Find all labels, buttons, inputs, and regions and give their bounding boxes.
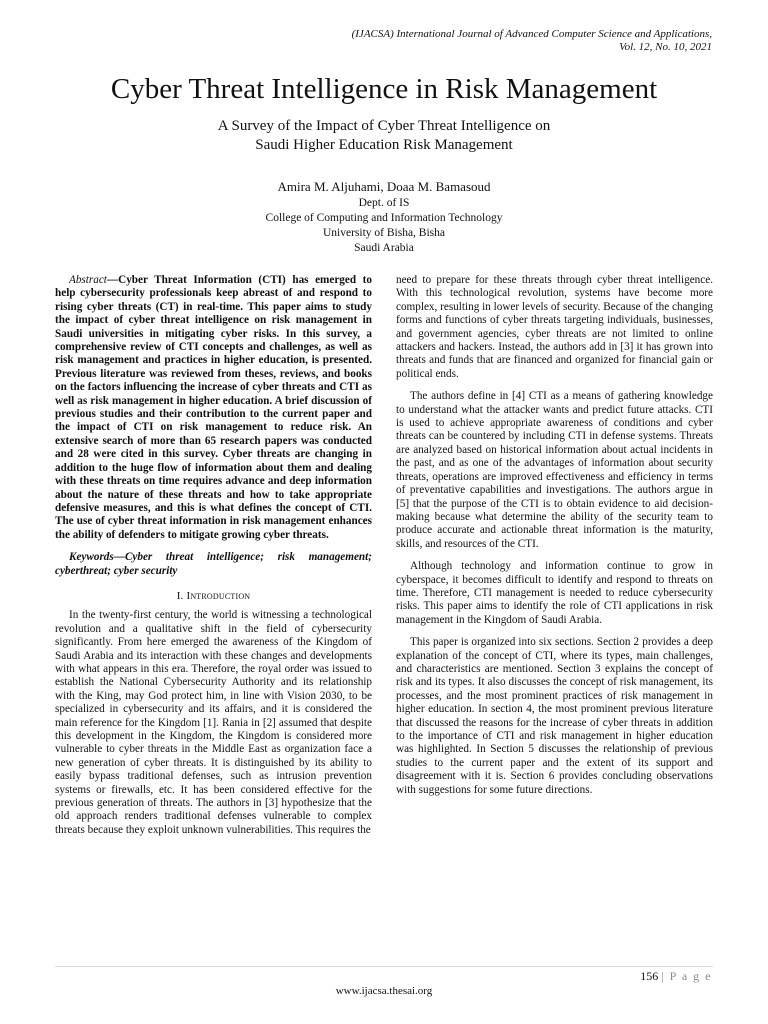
abstract (55, 274, 372, 542)
affiliation-college: College of Computing and Information Technology (265, 212, 503, 224)
journal-name: (IJACSA) International Journal of Advanced Computer Science and Applications, (351, 28, 712, 40)
affiliation-dept: Dept. of IS (358, 197, 410, 209)
section-heading-introduction: I. Introduction (176, 589, 251, 602)
page-label: | P a g e (661, 969, 712, 983)
page-number-value: 156 (640, 969, 659, 983)
right-paragraph-2: The authors define in [4] CTI as a means of gathering knowledge to understand what the attacker wants and predict future attacks. CTI is used to achieve appropriate awareness of conditions and cyber threats can be countered by including CTI in defense systems. Threats are analyzed based on historical information about actual incidents in the past, and as one of the advantages of information about security threats, operations are improved effectiveness and efficiency in terms of preventative capabilities and investigations. The authors argue in [5] that the purpose of the CTI is to obtain evidence to aid decision-making because what determine the ability of the security team to produce accurate and actionable threat information is the maturity, skills, and resources of the CTI. (396, 390, 713, 550)
keywords-label: Keywords (69, 551, 114, 564)
subtitle-line-2: Saudi Higher Education Risk Management (255, 137, 513, 153)
paper-subtitle (150, 117, 618, 155)
abstract-label: Abstract (69, 274, 107, 286)
footer-url[interactable]: www.ijacsa.thesai.org (335, 985, 433, 997)
left-column (55, 274, 372, 846)
affiliation-country: Saudi Arabia (354, 242, 414, 254)
journal-volume: Vol. 12, No. 10, 2021 (619, 41, 712, 53)
right-paragraph-1: need to prepare for these threats through cyber threat intelligence. With this technological revolution, systems have become more complex, resulting in lower levels of security. Because of the changing forms and functions of cyber threats targeting individuals, businesses, and government agencies, cyber threats are not limited to online attackers and hackers. Instead, the authors add in [3] it has grown into threats and funds that are financed and organized for financial gain or political ends. (396, 274, 713, 380)
right-paragraph-3: Although technology and information continue to grow in cyberspace, it becomes difficult to identify and respond to threats on time. Therefore, CTI management is needed to reduce cybersecurity risks. This paper aims to identify the role of CTI applications in risk management in the Kingdom of Saudi Arabia. (396, 560, 713, 626)
subtitle-line-1: A Survey of the Impact of Cyber Threat Intelligence on (217, 118, 551, 134)
affiliation-university: University of Bisha, Bisha (322, 227, 446, 239)
abstract-text: —Cyber Threat Information (CTI) has emerged to help cybersecurity professionals keep abreast of and respond to rising cyber threats (CT) in real-time. This paper aims to study the impact of cyber threat intelligence on risk management in Saudi universities in mitigating cyber risks. In this survey, a comprehensive review of CTI concepts and challenges, as well as risk management and practices in higher education, is presented. Previous literature was reviewed from theses, reviews, and books on the factors influencing the increase of cyber threats and CTI as well as risk management in higher education. A brief discussion of previous studies and their contribution to the current paper and the impact of CTI on risk management to reduce risk. An extensive search of more than 65 research papers was conducted and 28 were cited in this survey. Cyber threats are changing in addition to the huge flow of information about them and dealing with these threats on time requires advance and deep information about the nature of these threats and how to take appropriate defensive measures, and this is what defines the concept of CTI. The use of cyber threat information in risk management enhances the ability of defenders to mitigate growing cyber threats. (55, 274, 372, 541)
footer-divider (55, 966, 713, 967)
paper-title: Cyber Threat Intelligence in Risk Management (110, 73, 658, 105)
affiliation (0, 196, 768, 256)
intro-paragraph-1: In the twenty-first century, the world is witnessing a technological revolution and a qualitative shift in the field of cybersecurity significantly. From here emerged the awareness of the Kingdom of Saudi Arabia and its interaction with these changes and developments with what appears in this era. Therefore, the royal order was issued to establish the National Cybersecurity Authority and its relationship with the King, may God protect him, in line with Vision 2030, to be specialized in cybersecurity and its affairs, and it is considered the main reference for the Kingdom [1]. Rania in [2] assumed that despite this development in the Kingdom, the Kingdom is considered more vulnerable to cyber threats in the Middle East as organization face a new generation of cyber threats. It is distinguished by its ability to easily bypass traditional defenses, such as intrusion prevention systems or firewalls, etc. It has been considered effective for the previous generation of threats. The authors in [3] hypothesize that the old approach renders traditional defenses vulnerable to complex threats because they exploit unknown vulnerabilities. This requires the (55, 609, 372, 836)
keywords-text: —Cyber threat intelligence; risk management; cyberthreat; cyber security (55, 551, 372, 577)
authors: Amira M. Aljuhami, Doaa M. Bamasoud (277, 179, 491, 194)
right-column (396, 274, 713, 806)
right-paragraph-4: This paper is organized into six sections. Section 2 provides a deep explanation of the concept of CTI, where its types, main challenges, and characteristics are mentioned. Section 3 explains the concept of risk and its types. It also discusses the concept of risk management, its processes, and the most prominent practices of risk management in higher education. In section 4, the most prominent previous literature that discussed the reasons for the increase of cyber threats in addition to the importance of CTI and risk management in higher education was highlighted. In Section 5 discusses the relationship of previous studies to the current paper and the extent of its support and disagreement with it is. Section 6 provides concluding observations with suggestions for some future directions. (396, 636, 713, 796)
page-number (640, 969, 712, 983)
keywords (55, 551, 372, 578)
journal-header (112, 28, 712, 54)
